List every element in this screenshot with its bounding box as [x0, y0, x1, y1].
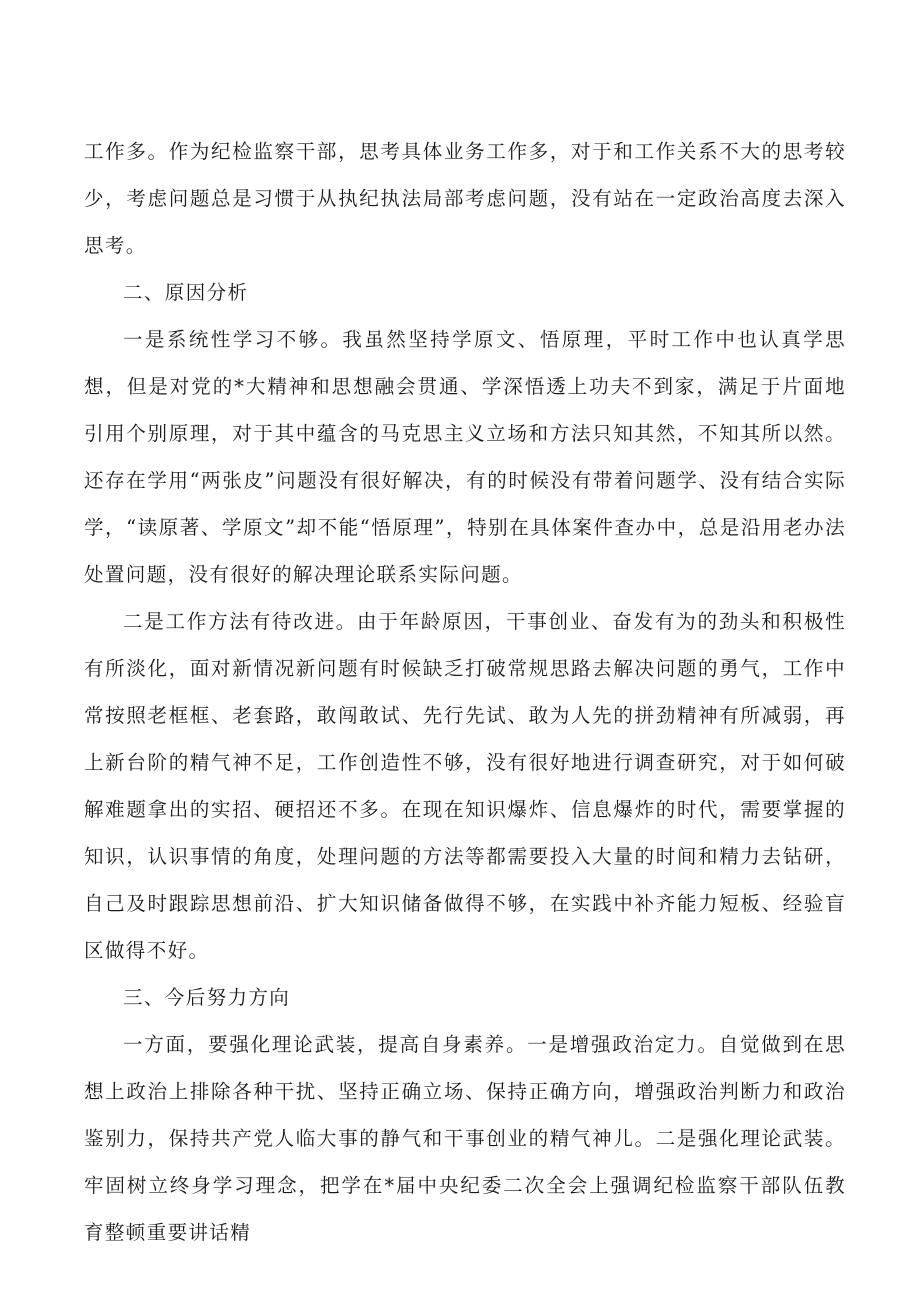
paragraph-continuation: 工作多。作为纪检监察干部，思考具体业务工作多，对于和工作关系不大的思考较少，考虑问题总是习惯于从执纪执法局部考虑问题，没有站在一定政治高度去深入思考。	[84, 140, 846, 257]
document-body	[84, 128, 846, 1256]
paragraph-theory-armament: 一方面，要强化理论武装，提高自身素养。一是增强政治定力。自觉做到在思想上政治上排除各种干扰、坚持正确立场、保持正确方向，增强政治判断力和政治鉴别力，保持共产党人临大事的静气和干事创业的精气神儿。二是强化理论武装。牢固树立终身学习理念，把学在*届中央纪委二次全会上强调纪检监察干部队伍教育整顿重要讲话精	[84, 1033, 846, 1244]
paragraph-work-methods: 二是工作方法有待改进。由于年龄原因，干事创业、奋发有为的劲头和积极性有所淡化，面对新情况新问题有时候缺乏打破常规思路去解决问题的勇气，工作中常按照老框框、老套路，敢闯敢试、先行先试、敢为人先的拼劲精神有所减弱，再上新台阶的精气神不足，工作创造性不够，没有很好地进行调查研究，对于如何破解难题拿出的实招、硬招还不多。在现在知识爆炸、信息爆炸的时代，需要掌握的知识，认识事情的角度，处理问题的方法等都需要投入大量的时间和精力去钻研，自己及时跟踪思想前沿、扩大知识储备做得不够，在实践中补齐能力短板、经验盲区做得不好。	[84, 610, 846, 962]
paragraph-systematic-learning: 一是系统性学习不够。我虽然坚持学原文、悟原理，平时工作中也认真学思想，但是对党的*大精神和思想融会贯通、学深悟透上功夫不到家，满足于片面地引用个别原理，对于其中蕴含的马克思主义立场和方法只知其然，不知其所以然。还存在学用“两张皮”问题没有很好解决，有的时候没有带着问题学、没有结合实际学，“读原著、学原文”却不能“悟原理”，特别在具体案件查办中，总是沿用老办法处置问题，没有很好的解决理论联系实际问题。	[84, 328, 846, 586]
section-heading-future-direction: 三、今后努力方向	[123, 986, 291, 1009]
section-heading-cause-analysis: 二、原因分析	[123, 281, 249, 304]
